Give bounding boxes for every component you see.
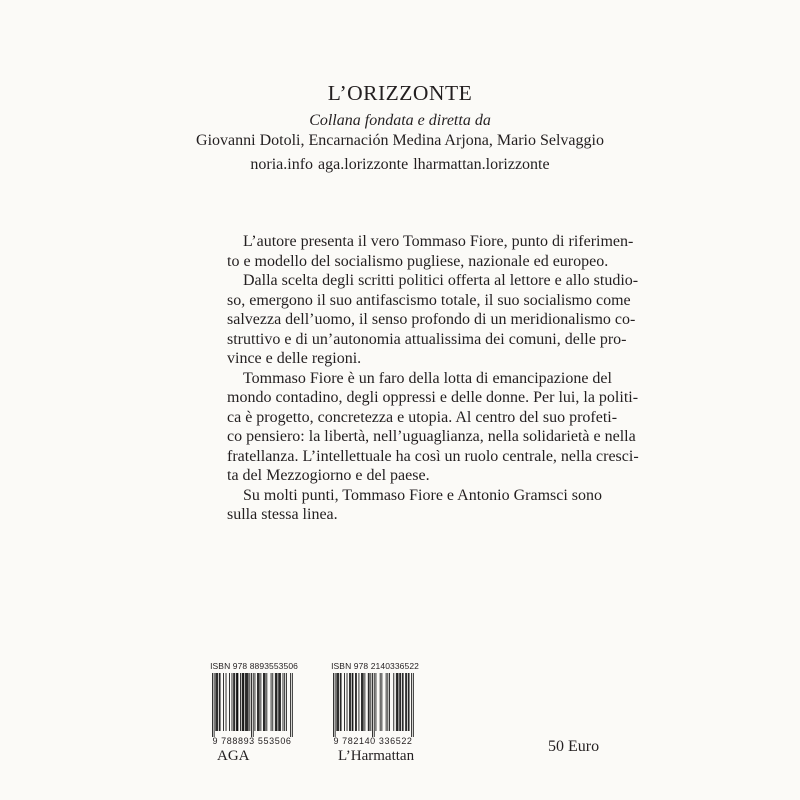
blurb-line: struttivo e di un’autonomia attualissima dei comuni, delle pro-	[227, 330, 627, 348]
barcode-bar	[284, 673, 285, 731]
barcode-bar	[264, 673, 265, 731]
barcode-bar	[338, 673, 339, 731]
barcode-digits: 9 788893 553506	[212, 736, 292, 746]
barcode-bar	[398, 673, 399, 731]
barcode-bar	[368, 673, 369, 731]
barcode-bar	[369, 673, 370, 731]
blurb-line: sulla stessa linea.	[227, 506, 338, 523]
barcode-bar	[237, 673, 238, 731]
blurb-line: Dalla scelta degli scritti politici offerta al lettore e allo studio-	[243, 272, 639, 289]
publisher-name: AGA	[217, 748, 250, 764]
barcode-bar	[335, 673, 336, 737]
barcode-graphic	[327, 673, 419, 745]
barcode-bar	[347, 673, 348, 731]
barcode-bar	[386, 673, 387, 731]
barcode-bar	[376, 673, 377, 731]
barcode-digits: 9 782140 336522	[333, 736, 413, 746]
series-links: noria.info aga.lorizzonte lharmattan.lorizzonte	[250, 156, 550, 173]
barcode-bar	[220, 673, 221, 731]
barcode-bar	[216, 673, 217, 731]
barcode-bar	[374, 673, 375, 737]
barcode-bar	[292, 673, 293, 737]
barcode-bar	[359, 673, 360, 731]
barcode-bar	[355, 673, 356, 731]
barcode-bar	[341, 673, 342, 731]
barcode-bar	[232, 673, 233, 731]
barcode-bar	[411, 673, 412, 737]
barcode-bar	[286, 673, 287, 731]
barcode-bar	[279, 673, 280, 731]
barcode-graphic	[206, 673, 298, 745]
barcode-bar	[277, 673, 278, 731]
barcode-bar	[243, 673, 244, 731]
barcode-bar	[278, 673, 279, 731]
barcode-bar	[219, 673, 220, 731]
barcode-bar	[214, 673, 215, 737]
barcode-bar	[223, 673, 224, 731]
barcode-bar	[381, 673, 382, 731]
barcode-bar	[356, 673, 357, 731]
barcode-bar	[260, 673, 261, 731]
barcode-bar	[290, 673, 291, 737]
barcode-bar	[350, 673, 351, 731]
barcode-bar	[393, 673, 394, 731]
barcode-bar	[372, 673, 373, 737]
isbn-label: ISBN 978 8893553506	[210, 661, 298, 671]
barcode-bar	[403, 673, 404, 731]
blurb-line: mondo contadino, degli oppressi e delle donne. Per lui, la politi-	[227, 389, 639, 406]
barcode-bar	[408, 673, 409, 731]
barcode-bar	[409, 673, 410, 731]
publisher-name: L’Harmattan	[338, 748, 415, 764]
blurb-line: ca è progetto, concretezza e utopia. Al centro del suo profeti-	[227, 408, 618, 426]
barcode-bar	[245, 673, 246, 731]
barcode-bar	[271, 673, 272, 731]
barcode-bar	[337, 673, 338, 731]
series-title: L’ORIZZONTE	[327, 81, 473, 105]
blurb-line: vince e delle regioni.	[227, 350, 362, 367]
barcode-bar	[276, 673, 277, 731]
barcode-bar	[275, 673, 276, 731]
blurb-line: so, emergono il suo antifascismo totale, il suo socialismo come	[227, 291, 631, 309]
barcode-bar	[240, 673, 241, 731]
barcode-bar	[370, 673, 371, 731]
barcode-bar	[242, 673, 243, 731]
blurb-text	[227, 232, 639, 525]
barcode-bar	[399, 673, 400, 731]
barcode-bar	[397, 673, 398, 731]
barcode-aga	[206, 661, 298, 765]
barcode-bar	[234, 673, 235, 731]
barcode-bar	[226, 673, 227, 731]
blurb-line: ta del Mezzogiorno e del paese.	[227, 467, 430, 484]
barcode-bar	[333, 673, 334, 737]
barcode-bar	[247, 673, 248, 731]
barcode-bar	[380, 673, 381, 731]
barcode-bar	[229, 673, 230, 731]
barcode-bar	[340, 673, 341, 731]
barcode-bar	[336, 673, 337, 731]
barcode-bar	[251, 673, 252, 737]
barcode-bar	[352, 673, 353, 731]
barcode-bar	[389, 673, 390, 731]
barcode-bar	[400, 673, 401, 731]
barcode-bar	[215, 673, 216, 731]
series-subtitle: Collana fondata e diretta da	[309, 112, 491, 129]
series-directors: Giovanni Dotoli, Encarnación Medina Arjona, Mario Selvaggio	[196, 132, 604, 149]
blurb-line: to e modello del socialismo pugliese, nazionale ed europeo.	[227, 252, 609, 270]
barcode-bar	[344, 673, 345, 731]
barcode-bar	[272, 673, 273, 731]
barcode-bar	[387, 673, 388, 731]
barcode-bar	[255, 673, 256, 731]
barcode-bar	[248, 673, 249, 731]
barcode-bars	[206, 673, 298, 737]
barcode-bar	[402, 673, 403, 731]
barcode-bar	[236, 673, 237, 731]
barcode-bar	[263, 673, 264, 731]
barcode-bar	[413, 673, 414, 737]
barcode-bar	[217, 673, 218, 731]
barcode-bar	[253, 673, 254, 737]
barcode-bar	[353, 673, 354, 731]
blurb-line: salvezza dell’uomo, il senso profondo di un meridionalismo co-	[227, 311, 636, 328]
barcode-bar	[363, 673, 364, 731]
barcode-bar	[280, 673, 281, 731]
barcode-bars	[327, 673, 419, 737]
barcode-bar	[257, 673, 258, 731]
barcode-lharmattan	[327, 661, 419, 765]
barcode-bar	[265, 673, 266, 731]
barcode-bar	[396, 673, 397, 731]
barcode-bar	[362, 673, 363, 731]
price: 50 Euro	[548, 738, 600, 755]
barcode-bar	[361, 673, 362, 731]
blurb-line: Su molti punti, Tommaso Fiore e Antonio Gramsci sono	[243, 486, 603, 504]
barcode-bar	[233, 673, 234, 731]
isbn-label: ISBN 978 2140336522	[331, 661, 419, 671]
barcode-bar	[249, 673, 250, 731]
barcode-bar	[238, 673, 239, 731]
barcode-bar	[246, 673, 247, 731]
blurb-line: Tommaso Fiore è un faro della lotta di emancipazione del	[243, 369, 612, 387]
barcode-bar	[212, 673, 213, 737]
barcode-bar	[259, 673, 260, 731]
barcode-bar	[258, 673, 259, 731]
barcode-bar	[364, 673, 365, 731]
blurb-line: fratellanza. L’intellettuale ha così un ruolo centrale, nella cresci-	[227, 447, 639, 465]
barcode-bar	[406, 673, 407, 731]
barcode-bar	[405, 673, 406, 731]
blurb-line: co pensiero: la libertà, nell’uguaglianza, nella solidarietà e nella	[227, 428, 636, 445]
barcode-bar	[243, 673, 244, 731]
blurb-line: L’autore presenta il vero Tommaso Fiore, punto di riferimen-	[243, 233, 634, 250]
barcode-bar	[283, 673, 284, 731]
barcode-bar	[266, 673, 267, 731]
barcode-bar	[349, 673, 350, 731]
